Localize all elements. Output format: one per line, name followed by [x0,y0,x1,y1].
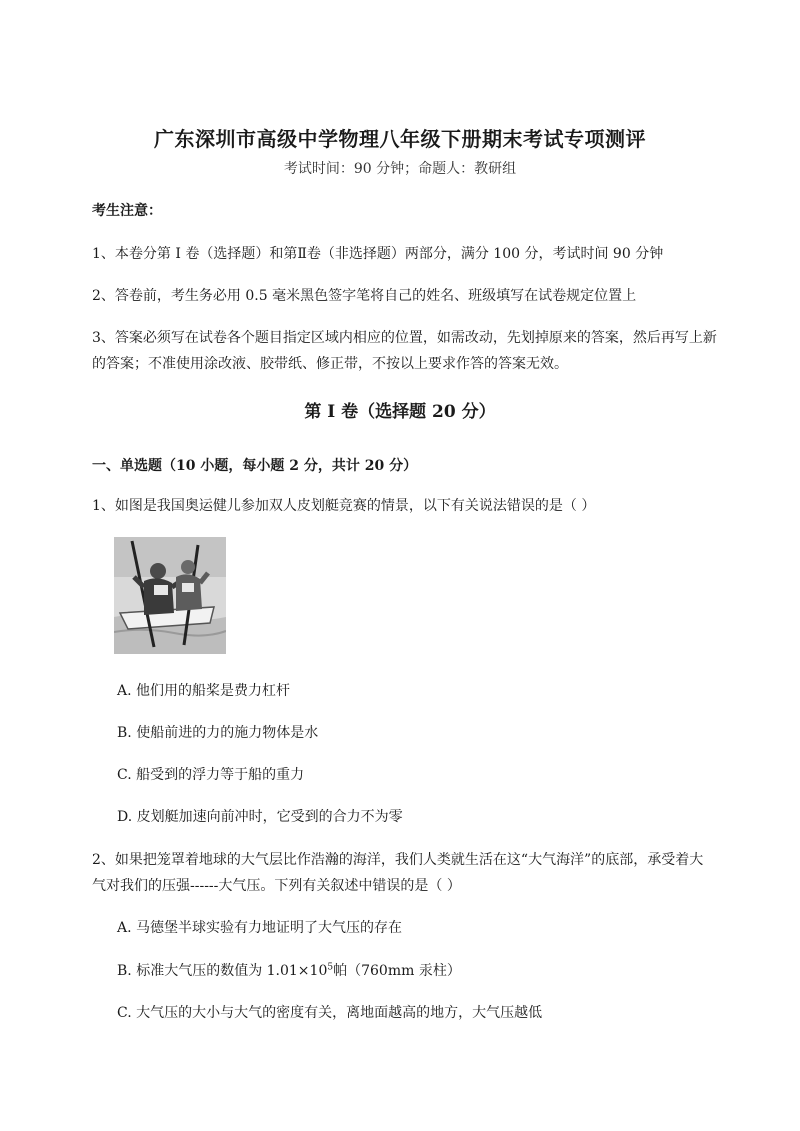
notice-item-1: 1、本卷分第 I 卷（选择题）和第Ⅱ卷（非选择题）两部分，满分 100 分，考试时间 90 分钟 [92,246,664,262]
section-title: 第 I 卷（选择题 20 分） [304,402,496,422]
question-1-option-c: C. 船受到的浮力等于船的重力 [117,767,305,783]
question-1-option-a: A. 他们用的船桨是费力杠杆 [117,683,291,699]
kayak-photo [114,537,226,654]
question-2-stem-line-2: 气对我们的压强------大气压。下列有关叙述中错误的是（ ） [92,878,461,894]
part-heading: 一、单选题（10 小题，每小题 2 分，共计 20 分） [92,458,418,474]
question-2-option-b [117,962,461,980]
question-1-option-d: D. 皮划艇加速向前冲时，它受到的合力不为零 [117,809,403,825]
option-b-text: B. 标准大气压的数值为 1.01×10 [117,963,328,979]
question-2-option-c: C. 大气压的大小与大气的密度有关，离地面越高的地方，大气压越低 [117,1005,543,1021]
option-b-unit: 帕（760mm 汞柱） [333,963,461,979]
page-title: 广东深圳市高级中学物理八年级下册期末考试专项测评 [154,127,646,151]
notice-heading: 考生注意： [92,203,162,219]
notice-item-3-line-2: 的答案；不准使用涂改液、胶带纸、修正带，不按以上要求作答的答案无效。 [92,356,568,372]
question-1-stem: 1、如图是我国奥运健儿参加双人皮划艇竞赛的情景，以下有关说法错误的是（ ） [92,498,596,514]
question-1-option-b: B. 使船前进的力的施力物体是水 [117,725,319,741]
question-2-option-a: A. 马德堡半球实验有力地证明了大气压的存在 [117,920,403,936]
exam-info: 考试时间：90 分钟；命题人：教研组 [283,161,517,177]
notice-item-3-line-1: 3、答案必须写在试卷各个题目指定区域内相应的位置，如需改动，先划掉原来的答案，然后再写上新 [92,330,717,346]
question-2-stem-line-1: 2、如果把笼罩着地球的大气层比作浩瀚的海洋，我们人类就生活在这“大气海洋”的底部，承受着大 [92,852,704,868]
notice-item-2: 2、答卷前，考生务必用 0.5 毫米黑色签字笔将自己的姓名、班级填写在试卷规定位置上 [92,288,637,304]
exponent: 5 [327,962,334,973]
